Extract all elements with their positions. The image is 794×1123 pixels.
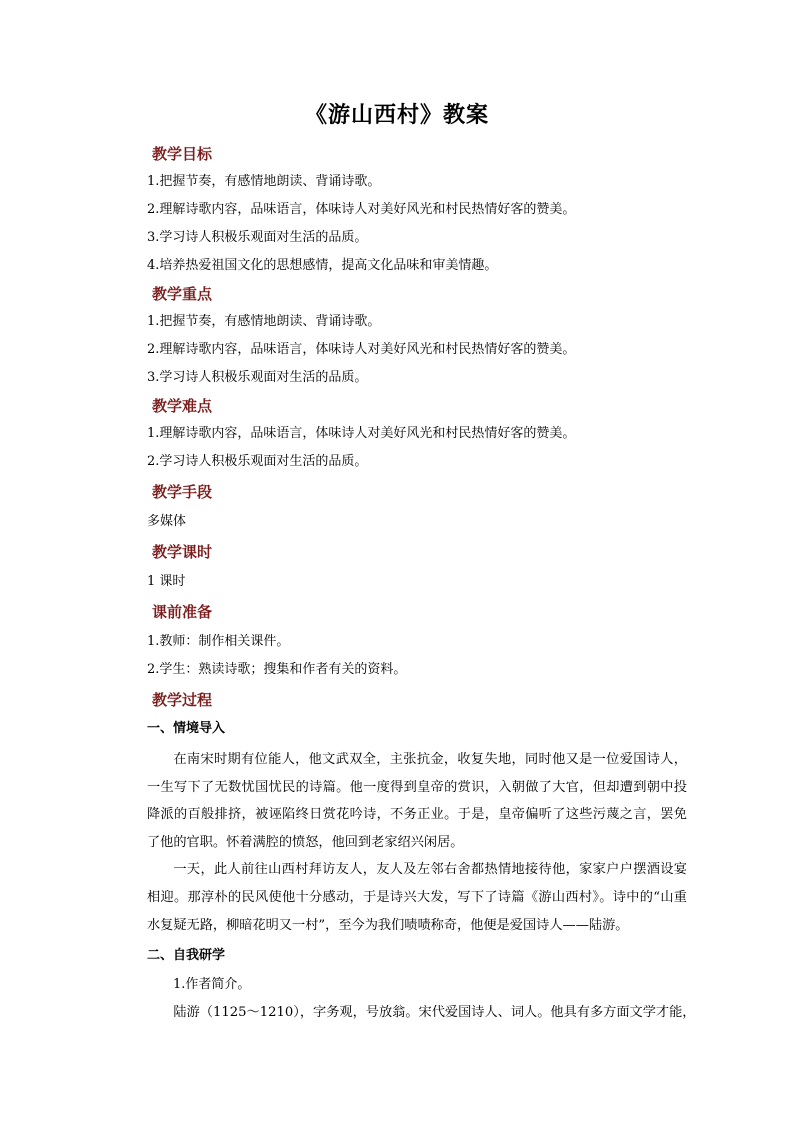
section-heading-key-points: 教学重点 — [152, 285, 213, 303]
process-paragraph: 一天，此人前往山西村拜访友人，友人及左邻右舍都热情地接待他，家家户户摆酒设宴相迎。那淳朴的民风使他十分感动，于是诗兴大发，写下了诗篇《游山西村》。诗中的“山重水复疑无路，柳暗花明又一村”，至今为我们啧啧称奇，他便是爱国诗人——陆游。 — [147, 862, 687, 933]
process-subheading-intro: 一、情境导入 — [147, 721, 226, 736]
preparation-item: 2.学生：熟读诗歌；搜集和作者有关的资料。 — [147, 662, 407, 677]
process-paragraph: 陆游（1125～1210），字务观，号放翁。宋代爱国诗人、词人。他具有多方面文学才能， — [173, 1005, 696, 1021]
section-heading-preparation: 课前准备 — [152, 603, 213, 621]
goal-item: 4.培养热爱祖国文化的思想感情，提高文化品味和审美情趣。 — [147, 258, 498, 273]
process-paragraph: 在南宋时期有位能人，他文武双全，主张抗金，收复失地，同时他又是一位爱国诗人，一生写下了无数忧国忧民的诗篇。他一度得到皇帝的赏识，入朝做了大官，但却遭到朝中投降派的百般排挤，被诬陷终日赏花吟诗，不务正业。于是，皇帝偏听了这些污蔑之言，罢免了他的官职。怀着满腔的愤怒，他回到老家绍兴闲居。 — [147, 752, 687, 850]
means-item: 多媒体 — [147, 514, 187, 529]
section-heading-process: 教学过程 — [152, 691, 213, 709]
difficulty-item: 1.理解诗歌内容，品味语言，体味诗人对美好风光和村民热情好客的赞美。 — [147, 426, 576, 441]
process-item: 1.作者简介。 — [173, 977, 251, 993]
goal-item: 3.学习诗人积极乐观面对生活的品质。 — [147, 230, 368, 245]
section-heading-difficulties: 教学难点 — [152, 397, 213, 415]
section-heading-hours: 教学课时 — [152, 543, 213, 561]
section-heading-means: 教学手段 — [152, 483, 213, 501]
key-point-item: 1.把握节奏，有感情地朗读、背诵诗歌。 — [147, 314, 381, 329]
preparation-item: 1.教师：制作相关课件。 — [147, 634, 290, 649]
difficulty-item: 2.学习诗人积极乐观面对生活的品质。 — [147, 454, 368, 469]
document-body — [147, 140, 696, 1027]
key-point-item: 3.学习诗人积极乐观面对生活的品质。 — [147, 370, 368, 385]
hours-item: 1 课时 — [147, 574, 186, 589]
section-heading-goals: 教学目标 — [152, 145, 213, 163]
process-subheading-self-study: 二、自我研学 — [147, 948, 226, 964]
goal-item: 2.理解诗歌内容，品味语言，体味诗人对美好风光和村民热情好客的赞美。 — [147, 202, 576, 217]
key-point-item: 2.理解诗歌内容，品味语言，体味诗人对美好风光和村民热情好客的赞美。 — [147, 342, 576, 357]
document-title: 《游山西村》教案 — [304, 102, 489, 128]
goal-item: 1.把握节奏，有感情地朗读、背诵诗歌。 — [147, 174, 381, 189]
